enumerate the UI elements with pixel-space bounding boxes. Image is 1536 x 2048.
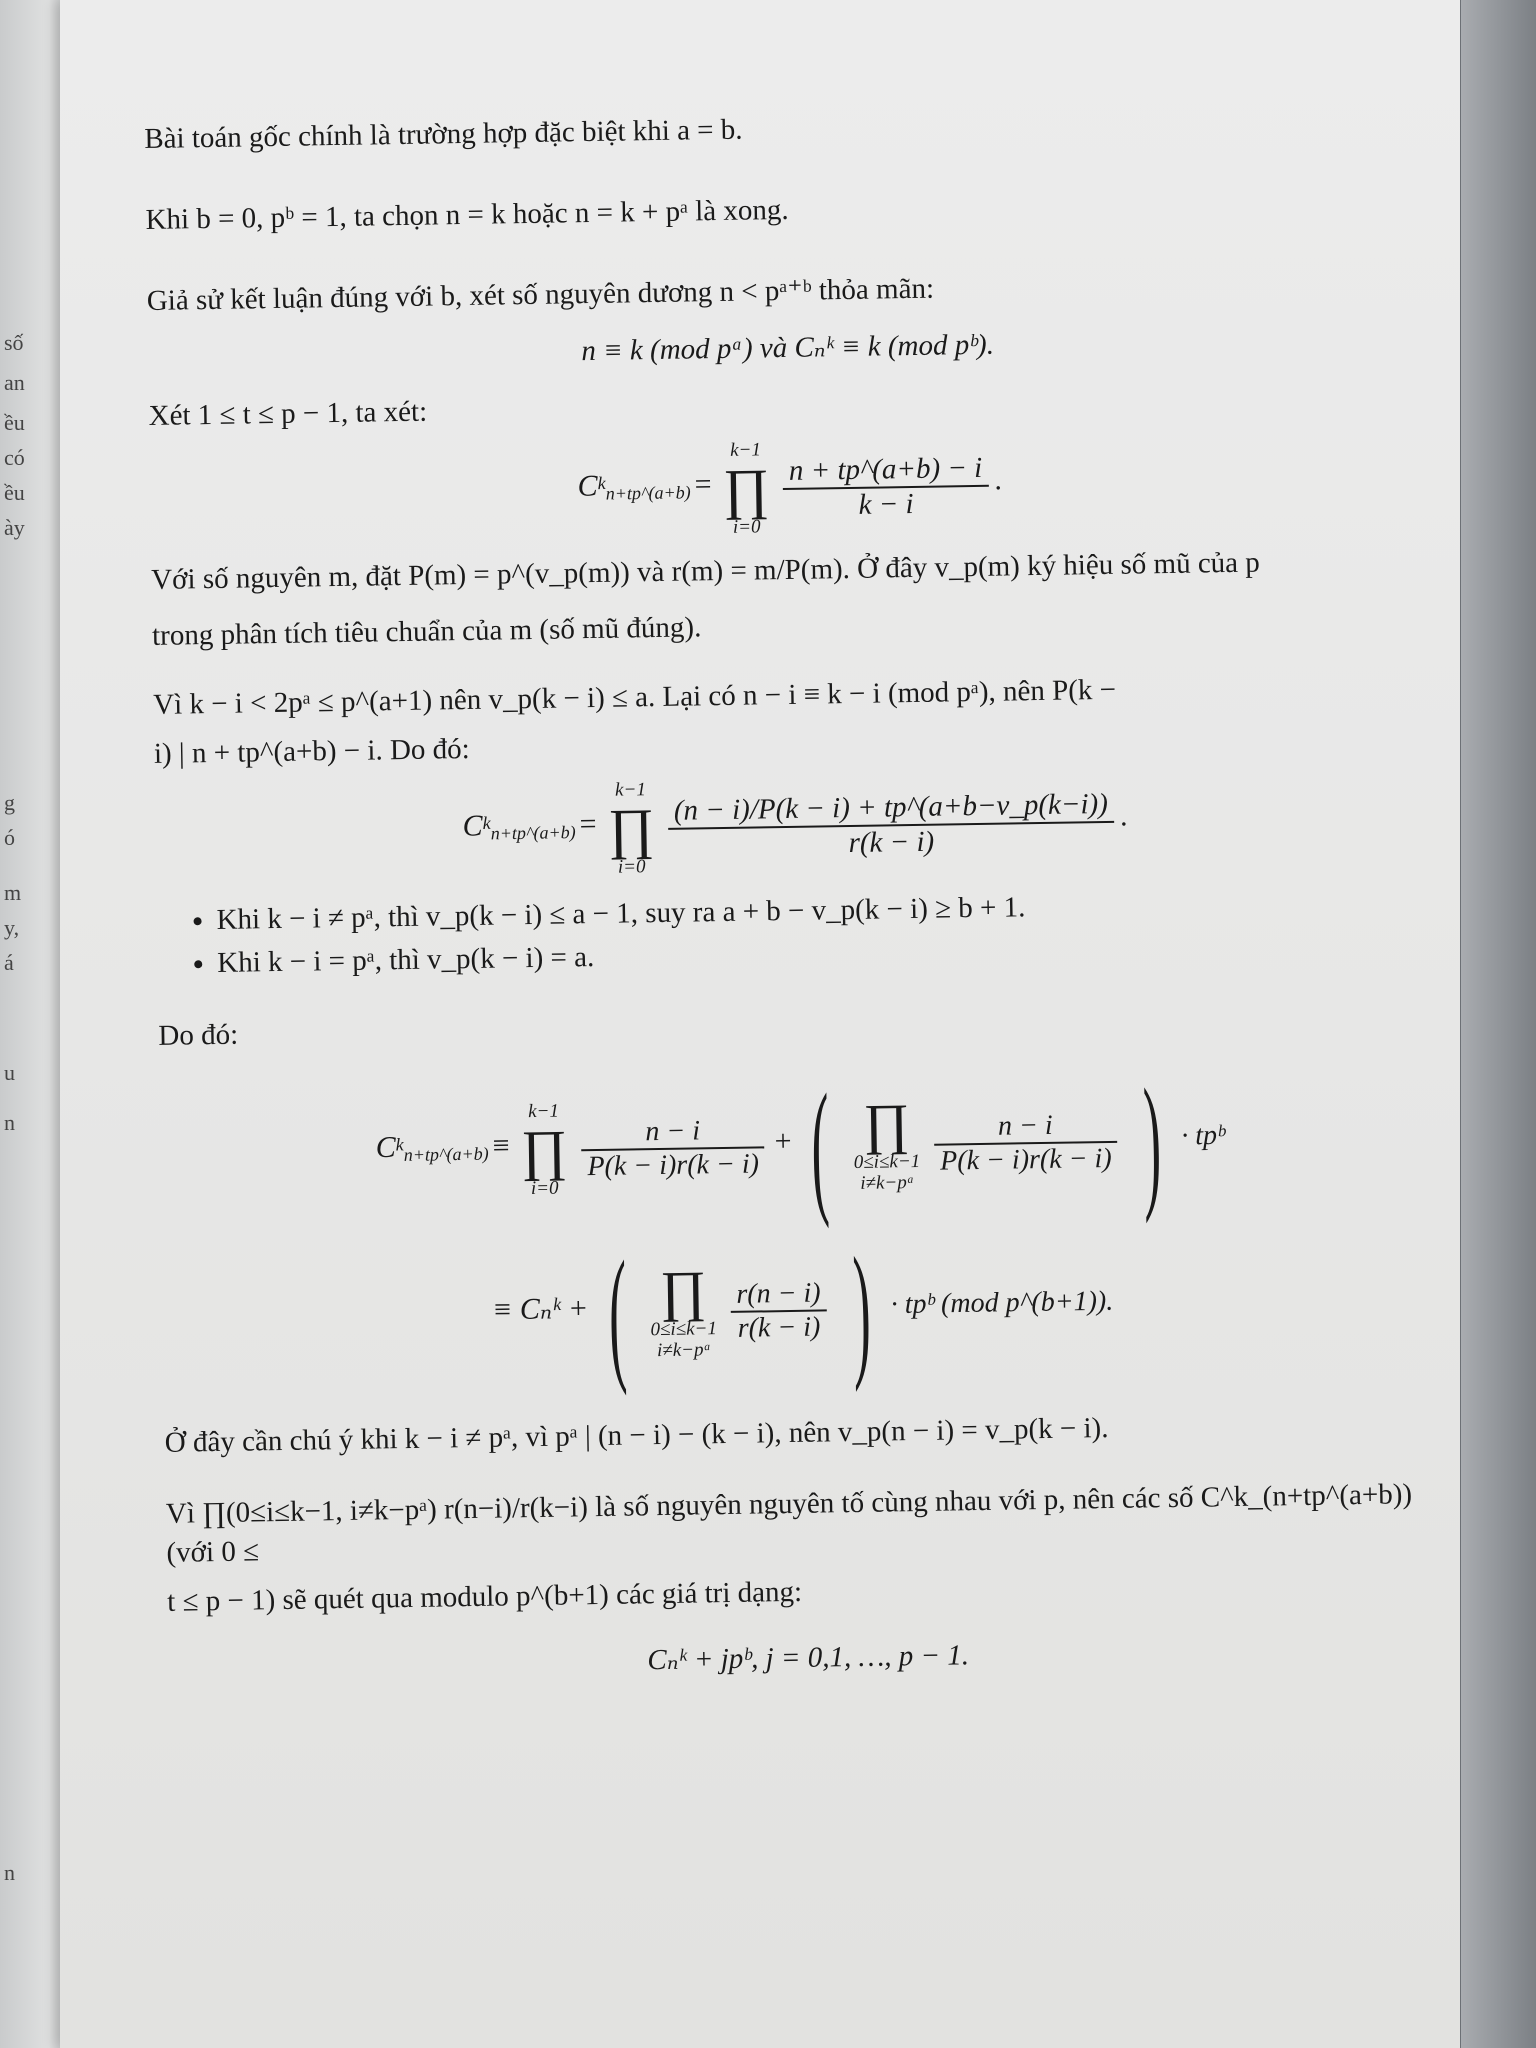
binomial-sup: k xyxy=(395,1134,404,1155)
product-upper: k−1 xyxy=(527,1100,560,1123)
page-content xyxy=(144,100,1448,1688)
list-item: • Khi k − i ≠ pᵃ, thì v_p(k − i) ≤ a − 1, suy ra a + b − v_p(k − i) ≥ b + 1. xyxy=(216,880,1437,943)
text-line: Xét 1 ≤ t ≤ p − 1, ta xét: xyxy=(148,395,428,432)
margin-fragment: u xyxy=(4,1060,15,1085)
fraction xyxy=(581,1114,766,1183)
margin-fragment: ó xyxy=(4,825,15,850)
equation-tail: · tpᵇ (mod p^(b+1)). xyxy=(890,1285,1114,1321)
fraction xyxy=(730,1277,827,1345)
equation-binomial-reduced: $C^k_{n+tp\^{}(a+b)}$ = k−1 ∏ i=0 $\frac{(n - i)/P(k - i) + tp\^{}(a+b-v\_p(k-i))}{r(k - i)}$ . xyxy=(462,779,1128,878)
text-line: Do đó: xyxy=(158,1018,239,1052)
fraction xyxy=(668,788,1115,863)
text-line: Vì k − i < 2pᵃ ≤ p^(a+1) nên v_p(k − i) ≤ a. Lại có n − i ≡ k − i (mod pᵃ), nên P(k − xyxy=(152,673,1117,721)
product-operator: k−1 ∏ i=0 xyxy=(520,1100,568,1200)
binomial-sub: n+tp^(a+b) xyxy=(403,1143,489,1165)
margin-fragment: n xyxy=(4,1110,15,1135)
fraction-numerator: n − i xyxy=(645,1115,701,1148)
product-operator: ∏ 0≤i≤k−1 i≠k−pᵃ xyxy=(650,1260,718,1362)
margin-fragment: số xyxy=(4,330,24,355)
margin-fragment: ều xyxy=(4,410,25,435)
fraction-denominator: r(k − i) xyxy=(731,1309,828,1345)
fraction-denominator: r(k − i) xyxy=(668,821,1115,863)
product-upper: k−1 xyxy=(614,779,647,801)
equation-tail: · tpᵇ xyxy=(1181,1119,1225,1152)
fraction-numerator: r(n − i) xyxy=(736,1277,821,1310)
product-lower: i=0 xyxy=(617,856,646,878)
margin-fragment: n xyxy=(4,1860,15,1885)
equation-congruence: n ≡ k (mod pᵃ) và Cₙᵏ ≡ k (mod pᵇ). xyxy=(581,329,995,368)
margin-fragment: ều xyxy=(4,480,25,505)
fraction xyxy=(783,451,989,522)
text-line: Khi b = 0, pᵇ = 1, ta chọn n = k hoặc n = k + pᵃ là xong. xyxy=(145,194,789,237)
fraction-numerator: n + tp^(a+b) − i xyxy=(788,451,983,487)
binomial-sup: k xyxy=(482,812,491,834)
binomial-sup: k xyxy=(597,472,606,493)
fraction-denominator: k − i xyxy=(783,484,989,522)
margin-fragment: g xyxy=(4,790,15,815)
margin-fragment: m xyxy=(4,880,22,905)
binomial-sub: n+tp^(a+b) xyxy=(605,481,691,504)
product-condition: 0≤i≤k−1 xyxy=(853,1151,921,1174)
binomial-symbol: C xyxy=(577,469,598,503)
product-operator: ∏ 0≤i≤k−1 i≠k−pᵃ xyxy=(853,1093,921,1194)
book-spine-shadow xyxy=(1461,0,1536,2048)
margin-fragment: an xyxy=(4,370,25,395)
text-line: t ≤ p − 1) sẽ quét qua modulo p^(b+1) các giá trị dạng: xyxy=(167,1576,803,1619)
product-condition: 0≤i≤k−1 xyxy=(650,1318,718,1341)
product-upper: k−1 xyxy=(729,439,762,461)
list-item: • Khi k − i = pᵃ, thì v_p(k − i) = a. xyxy=(217,923,1438,986)
fraction-denominator: P(k − i)r(k − i) xyxy=(934,1141,1118,1178)
equation-congruence-expansion: $C^k_{n+tp\^{}(a+b)}$ ≡ k−1 ∏ i=0 $\frac{n - i}{P(k - i)r(k - i)}$ + ( ∏ 0≤i≤k−1 i≠k−pᵃ $\frac{n - i}{P(k - i)r(k - i)}$ ) · tpᵇ xyxy=(375,1058,1225,1230)
product-lower: i=0 xyxy=(530,1177,559,1200)
margin-fragment: có xyxy=(4,445,25,470)
text-line: Với số nguyên m, đặt P(m) = p^(v_p(m)) và r(m) = m/P(m). Ở đây v_p(m) ký hiệu số mũ của p xyxy=(150,547,1261,597)
text-line: trong phân tích tiêu chuẩn của m (số mũ đúng). xyxy=(151,610,702,652)
text-line: Giả sử kết luận đúng với b, xét số nguyên dương n < pᵃ⁺ᵇ thỏa mãn: xyxy=(146,272,935,318)
text-line: Vì ∏(0≤i≤k−1, i≠k−pᵃ) r(n−i)/r(k−i) là số nguyên nguyên tố cùng nhau với p, nên các số C^k_(n+tp^(a+b)) (với 0 ≤ xyxy=(165,1478,1413,1570)
margin-fragment: á xyxy=(4,950,14,975)
book-page xyxy=(60,0,1460,2048)
binomial-sub: n+tp^(a+b) xyxy=(490,822,576,844)
text-line: Bài toán gốc chính là trường hợp đặc biệt khi a = b. xyxy=(144,113,743,155)
fraction xyxy=(933,1109,1118,1178)
binomial-symbol: C xyxy=(375,1130,396,1165)
fraction-numerator: n − i xyxy=(997,1109,1053,1142)
margin-fragment: ày xyxy=(4,515,25,540)
equation-binomial-product: $C^k_{n+tp\^{}(a+b)}$ = k−1 ∏ i=0 $\frac{n + tp\^{}(a+b) - i}{k - i}$ . xyxy=(577,439,1003,538)
equation-values: Cₙᵏ + jpᵇ, j = 0,1, …, p − 1. xyxy=(647,1638,970,1676)
equation-congruence-final: ≡ Cₙᵏ + ( ∏ 0≤i≤k−1 i≠k−pᵃ $\frac{r(n - i)}{r(k - i)}$ ) · tpᵇ (mod p^(b+1)). xyxy=(491,1226,1114,1397)
text-line: i) | n + tp^(a+b) − i. Do đó: xyxy=(153,732,470,770)
fraction-numerator: (n − i)/P(k − i) + tp^(a+b−v_p(k−i)) xyxy=(673,787,1109,827)
product-operator: k−1 ∏ i=0 xyxy=(607,779,655,878)
product-operator: k−1 ∏ i=0 xyxy=(722,439,770,538)
equation-lhs: ≡ Cₙᵏ + xyxy=(491,1291,589,1327)
fraction-denominator: P(k − i)r(k − i) xyxy=(581,1146,765,1183)
product-lower: i=0 xyxy=(732,515,761,538)
product-condition: i≠k−pᵃ xyxy=(860,1172,915,1194)
text-line: Ở đây cần chú ý khi k − i ≠ pᵃ, vì pᵃ | (n − i) − (k − i), nên v_p(n − i) = v_p(k − i). xyxy=(164,1411,1109,1459)
product-condition: i≠k−pᵃ xyxy=(656,1339,712,1362)
margin-fragment: y, xyxy=(4,915,20,940)
binomial-symbol: C xyxy=(462,809,483,843)
